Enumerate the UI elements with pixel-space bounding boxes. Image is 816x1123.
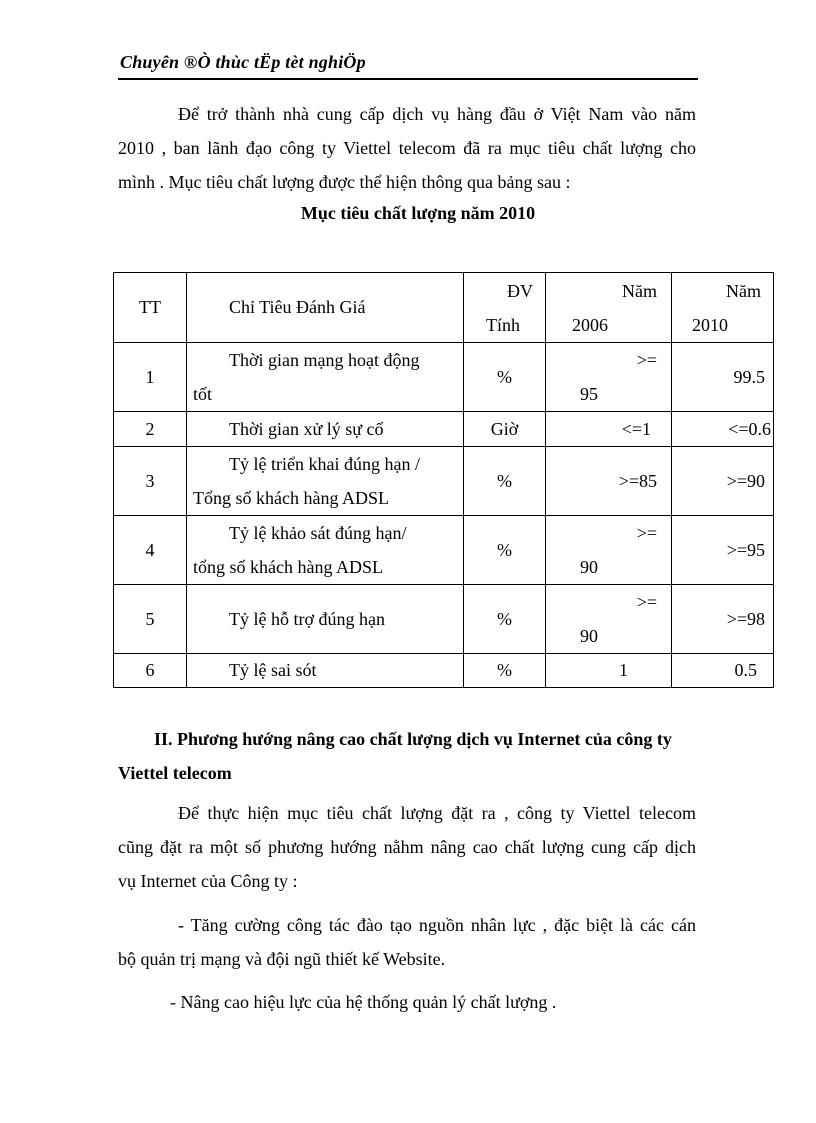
row-2010: >=98 [672,585,774,654]
header-2006: Năm 2006 [546,273,672,343]
section-line-3: vụ Internet của Công ty : [118,871,298,891]
bullet-1-line-1: - Tăng cường công tác đào tạo nguồn nhân lực , đặc biệt là các cán [178,915,696,935]
row-tt: 2 [114,412,187,447]
page-header [118,52,698,80]
row-2010: >=95 [672,516,774,585]
row-2010: >=90 [672,447,774,516]
section-line-2: cũng đặt ra một số phương hướng nằhm nâng cao chất lượng cung cấp dịch [118,837,696,857]
header-name: Chỉ Tiêu Đánh Giá [187,273,464,343]
table-header-row [114,273,774,343]
header-unit: ĐV Tính [464,273,546,343]
row-tt: 1 [114,343,187,412]
row-unit: % [464,585,546,654]
header-title: Chuyên ®Ò thùc tËp tèt nghiÖp [120,52,366,72]
row-unit: % [464,447,546,516]
row-2006: <=1 [546,412,672,447]
row-name: Thời gian mạng hoạt động tốt [187,343,464,412]
bullet-1-line-2: bộ quản trị mạng và đội ngũ thiết kế Website. [118,949,446,969]
bullet-2: - Nâng cao hiệu lực của hệ thống quản lý chất lượng . [170,992,557,1012]
row-2006: >= 90 [546,516,672,585]
intro-paragraph [118,97,696,199]
table-row [114,343,774,412]
section-heading-line-2: Viettel telecom [118,763,232,783]
row-tt: 4 [114,516,187,585]
table-row [114,585,774,654]
row-2010: 99.5 [672,343,774,412]
header-tt: TT [114,273,187,343]
row-2006: 1 [546,654,672,688]
row-name: Tỷ lệ hỗ trợ đúng hạn [187,585,464,654]
row-name: Tỷ lệ triển khai đúng hạn / Tổng số khách hàng ADSL [187,447,464,516]
section-line-1: Để thực hiện mục tiêu chất lượng đặt ra , công ty Viettel telecom [178,803,696,823]
intro-line-2: 2010 , ban lãnh đạo công ty Viettel telecom đã ra mục tiêu chất lượng cho [118,138,696,158]
row-unit: % [464,516,546,585]
table-row [114,447,774,516]
row-tt: 5 [114,585,187,654]
table-row [114,412,774,447]
section-heading [118,722,698,790]
row-unit: % [464,654,546,688]
intro-line-3: mình . Mục tiêu chất lượng được thể hiện thông qua bảng sau : [118,172,571,192]
bullet-1 [118,908,696,976]
row-2010: 0.5 [672,654,774,688]
row-tt: 3 [114,447,187,516]
row-unit: % [464,343,546,412]
row-name: Tỷ lệ sai sót [187,654,464,688]
row-name: Tỷ lệ khảo sát đúng hạn/ tổng số khách hàng ADSL [187,516,464,585]
header-2010: Năm 2010 [672,273,774,343]
intro-line-1: Để trở thành nhà cung cấp dịch vụ hàng đầu ở Việt Nam vào năm [178,104,696,124]
row-2006: >=85 [546,447,672,516]
section-heading-line-1: II. Phương hướng nâng cao chất lượng dịch vụ Internet của công ty [154,729,672,749]
row-2006: >= 95 [546,343,672,412]
row-tt: 6 [114,654,187,688]
table-row [114,654,774,688]
row-name: Thời gian xử lý sự cố [187,412,464,447]
table-row [114,516,774,585]
row-2010: <=0.6 [672,412,774,447]
quality-goals-table [113,272,774,688]
table-caption: Mục tiêu chất lượng năm 2010 [300,203,536,223]
row-2006: >= 90 [546,585,672,654]
section-paragraph [118,796,696,898]
row-unit: Giờ [464,412,546,447]
